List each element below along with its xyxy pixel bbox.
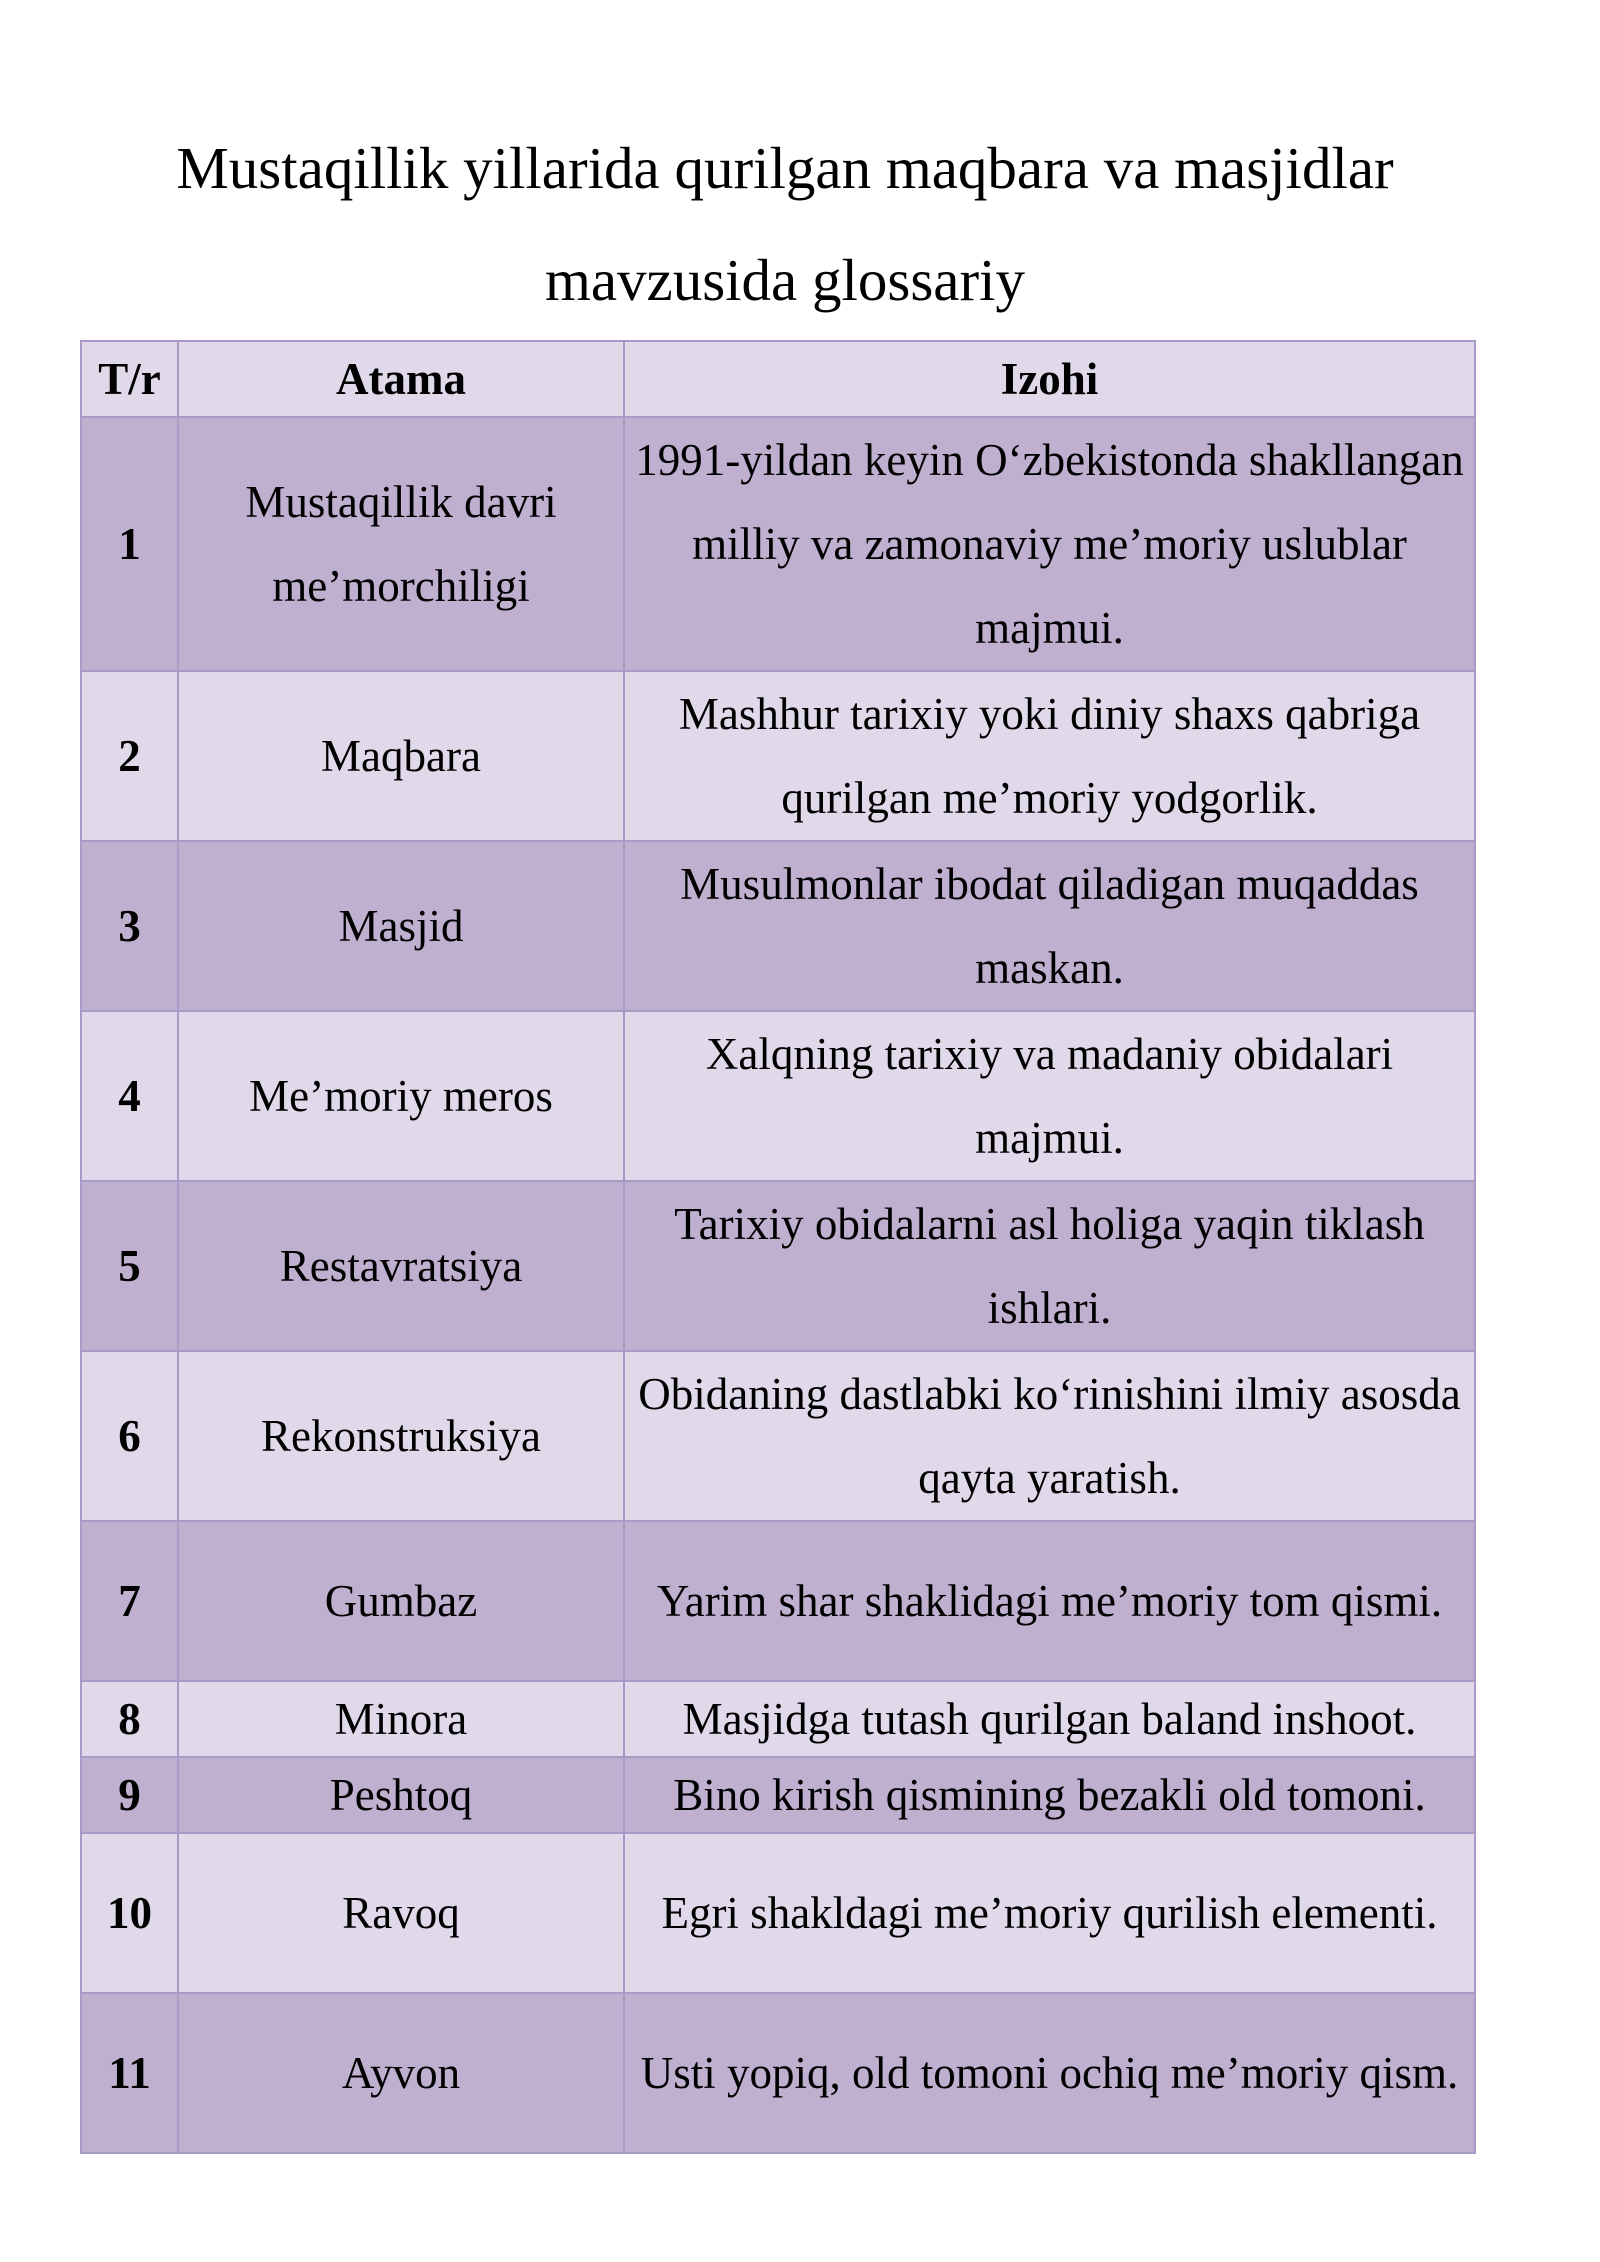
row-term: Gumbaz xyxy=(178,1521,624,1681)
row-term: Rekonstruksiya xyxy=(178,1351,624,1521)
table-row xyxy=(81,1011,1475,1181)
row-number: 10 xyxy=(81,1833,178,1993)
table-header-row xyxy=(81,341,1475,417)
table-row xyxy=(81,1521,1475,1681)
table-row xyxy=(81,841,1475,1011)
header-description: Izohi xyxy=(624,341,1475,417)
table-row xyxy=(81,417,1475,671)
table-row xyxy=(81,1833,1475,1993)
row-number: 1 xyxy=(81,417,178,671)
row-number: 2 xyxy=(81,671,178,841)
row-term: Mustaqillik davri me’morchiligi xyxy=(178,417,624,671)
table-row xyxy=(81,1681,1475,1757)
row-term: Me’moriy meros xyxy=(178,1011,624,1181)
row-description: Mashhur tarixiy yoki diniy shaxs qabriga qurilgan me’moriy yodgorlik. xyxy=(624,671,1475,841)
table-row xyxy=(81,1757,1475,1833)
row-number: 11 xyxy=(81,1993,178,2153)
title-line-2: mavzusida glossariy xyxy=(544,247,1026,313)
row-description: Tarixiy obidalarni asl holiga yaqin tiklash ishlari. xyxy=(624,1181,1475,1351)
table-row xyxy=(81,1181,1475,1351)
document-title xyxy=(0,112,1600,336)
row-term: Peshtoq xyxy=(178,1757,624,1833)
row-term: Ayvon xyxy=(178,1993,624,2153)
table-row xyxy=(81,671,1475,841)
row-description: Bino kirish qismining bezakli old tomoni. xyxy=(624,1757,1475,1833)
row-number: 6 xyxy=(81,1351,178,1521)
row-number: 5 xyxy=(81,1181,178,1351)
row-term: Minora xyxy=(178,1681,624,1757)
row-term: Ravoq xyxy=(178,1833,624,1993)
row-number: 9 xyxy=(81,1757,178,1833)
row-description: Obidaning dastlabki ko‘rinishini ilmiy asosda qayta yaratish. xyxy=(624,1351,1475,1521)
row-description: Masjidga tutash qurilgan baland inshoot. xyxy=(624,1681,1475,1757)
row-number: 7 xyxy=(81,1521,178,1681)
glossary-table xyxy=(80,340,1476,2154)
header-number: T/r xyxy=(81,341,178,417)
row-description: Xalqning tarixiy va madaniy obidalari majmui. xyxy=(624,1011,1475,1181)
title-line-1: Mustaqillik yillarida qurilgan maqbara va masjidlar xyxy=(176,135,1394,201)
row-description: Usti yopiq, old tomoni ochiq me’moriy qism. xyxy=(624,1993,1475,2153)
row-term: Maqbara xyxy=(178,671,624,841)
row-term: Restavratsiya xyxy=(178,1181,624,1351)
row-number: 8 xyxy=(81,1681,178,1757)
row-description: Yarim shar shaklidagi me’moriy tom qismi. xyxy=(624,1521,1475,1681)
row-description: Musulmonlar ibodat qiladigan muqaddas maskan. xyxy=(624,841,1475,1011)
row-term: Masjid xyxy=(178,841,624,1011)
row-number: 3 xyxy=(81,841,178,1011)
row-number: 4 xyxy=(81,1011,178,1181)
row-description: 1991-yildan keyin O‘zbekistonda shakllangan milliy va zamonaviy me’moriy uslublar majmui. xyxy=(624,417,1475,671)
table-row xyxy=(81,1351,1475,1521)
table-row xyxy=(81,1993,1475,2153)
row-description: Egri shakldagi me’moriy qurilish elementi. xyxy=(624,1833,1475,1993)
header-term: Atama xyxy=(178,341,624,417)
